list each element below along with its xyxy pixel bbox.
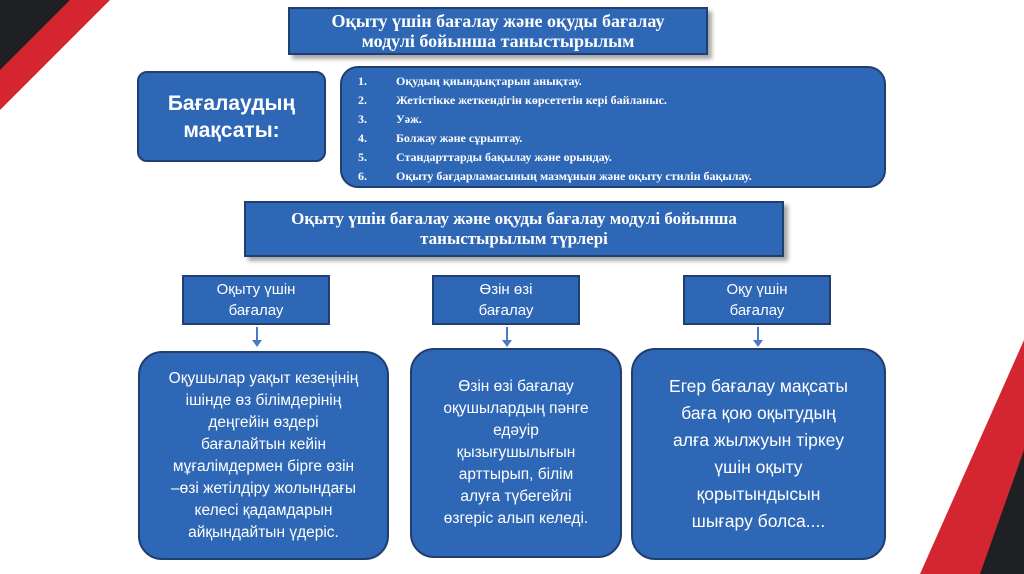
goal-item: [358, 91, 752, 110]
goal-item-text: Жетістікке жеткендігін көрсететін кері байланыс.: [396, 93, 667, 107]
page-title: [288, 7, 708, 55]
types-title-line-1: Оқыту үшін бағалау және оқуды бағалау модулі бойынша: [291, 209, 737, 228]
goal-label: [137, 71, 326, 162]
description-line: алға жылжуын тіркеу: [673, 430, 844, 450]
description-line: ішінде өз білімдерінің: [185, 391, 342, 409]
description-line: мұғалімдермен бірге өзін: [172, 457, 355, 475]
goal-list: [340, 66, 886, 188]
goal-item-number: 3.: [358, 112, 367, 126]
down-arrow-icon: [757, 327, 759, 345]
down-arrow-icon: [506, 327, 508, 345]
goal-item: [358, 167, 752, 186]
description-line: Оқушылар уақыт кезеңінің: [168, 369, 359, 387]
goal-label-line-2: мақсаты:: [183, 118, 280, 142]
type-head-line-1: Оқыту үшін: [216, 281, 296, 298]
goal-item-text: Болжау және сұрыптау.: [396, 131, 523, 145]
goal-item-text: Оқыту бағдарламасының мазмұнын және оқыту стилін бақылау.: [396, 169, 752, 183]
goal-item: [358, 148, 752, 167]
description-line: шығару болса....: [691, 511, 826, 531]
down-arrow-icon: [256, 327, 258, 345]
type-head-self: [432, 275, 580, 325]
description-formative: [138, 351, 389, 560]
goal-item: [358, 129, 752, 148]
description-line: үшін оқыту: [714, 457, 803, 477]
goal-item: [358, 110, 752, 129]
type-head-line-2: бағалау: [228, 302, 284, 319]
type-head-line-1: Оқу үшін: [726, 281, 788, 298]
page-title-line-1: Оқыту үшін бағалау және оқуды бағалау: [331, 11, 665, 31]
bottom-right-decoration: [900, 330, 1024, 574]
description-line: өзгеріс алып келеді.: [443, 510, 589, 527]
top-left-decoration: [0, 0, 130, 140]
goal-item-text: Уәж.: [396, 112, 422, 126]
description-line: қызығушылығын: [456, 444, 576, 461]
description-line: –өзі жетілдіру жолындағы: [170, 479, 356, 497]
description-line: оқушылардың пәнге: [443, 400, 589, 417]
type-head-line-2: бағалау: [478, 302, 534, 319]
type-head-formative: [182, 275, 330, 325]
description-self: [410, 348, 622, 558]
goal-item-number: 6.: [358, 169, 367, 183]
types-title: [244, 201, 784, 257]
goal-item-number: 4.: [358, 131, 367, 145]
goal-item-text: Стандарттарды бақылау және орындау.: [396, 150, 612, 164]
goal-item-number: 5.: [358, 150, 367, 164]
description-summative: [631, 348, 886, 560]
types-title-line-2: таныстырылым түрлері: [420, 229, 608, 248]
description-line: келесі қадамдарын: [194, 501, 333, 519]
page-title-line-2: модулі бойынша таныстырылым: [361, 31, 635, 51]
type-head-summative: [683, 275, 831, 325]
description-line: бағалайтын кейін: [200, 435, 327, 453]
description-line: Өзін өзі бағалау: [458, 378, 574, 395]
description-line: едәуір: [493, 422, 539, 439]
description-line: арттырып, білім: [458, 466, 574, 483]
goal-label-line-1: Бағалаудың: [167, 91, 296, 115]
description-line: Егер бағалау мақсаты: [669, 376, 848, 396]
type-head-line-1: Өзін өзі: [479, 281, 533, 298]
goal-item: [358, 72, 752, 91]
description-line: айқындайтын үдеріс.: [188, 523, 339, 541]
goal-item-number: 1.: [358, 74, 367, 88]
type-head-line-2: бағалау: [729, 302, 785, 319]
goal-item-text: Оқудың қиындықтарын анықтау.: [396, 74, 582, 88]
description-line: баға қою оқытудың: [681, 403, 836, 423]
description-line: алуға түбегейлі: [460, 488, 572, 505]
goal-item-number: 2.: [358, 93, 367, 107]
description-line: деңгейін өздері: [208, 413, 319, 431]
description-line: қорытындысын: [696, 484, 821, 504]
